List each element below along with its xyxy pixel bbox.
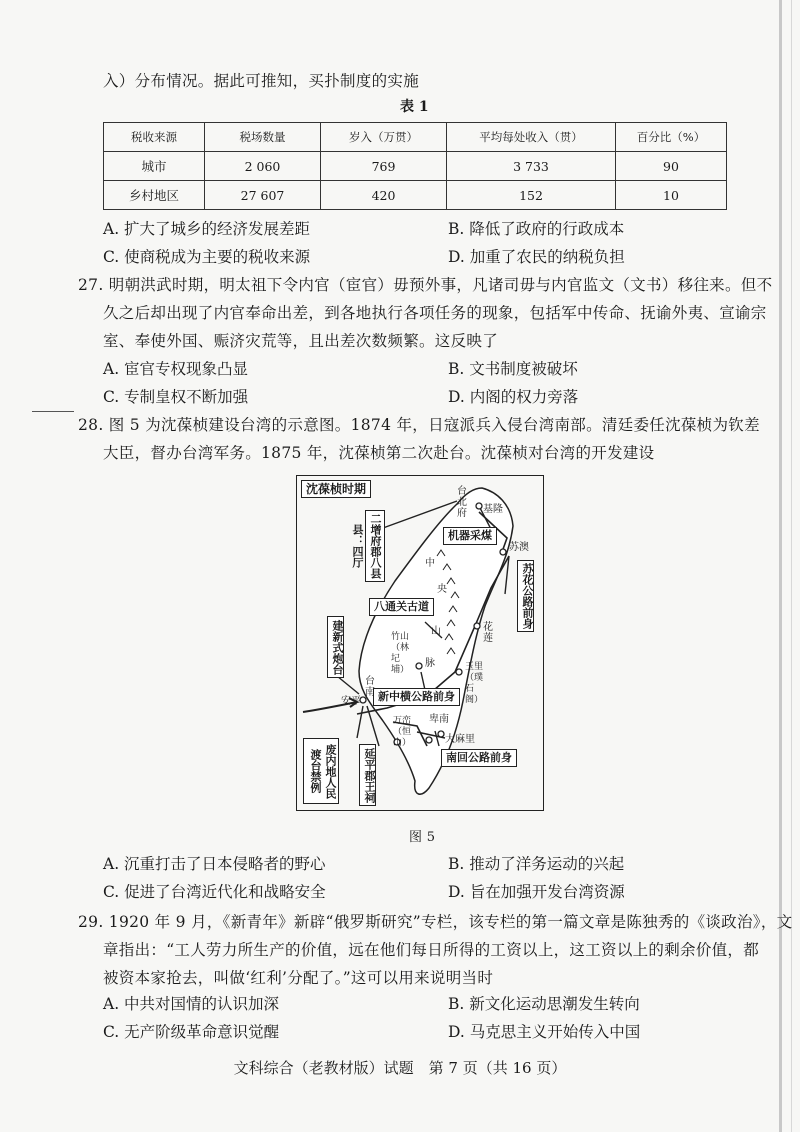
q27-stem-line1: 27. 明朝洪武时期，明太祖下令内官（宦官）毋预外事，凡诸司毋与内官监文（文书）移往来。但不 bbox=[78, 276, 773, 294]
q29-stem-line1: 29. 1920 年 9 月，《新青年》新辟“俄罗斯研究”专栏，该专栏的第一篇文章是陈独秀的《谈政治》，文 bbox=[78, 913, 793, 931]
q28-option-a: A. 沉重打击了日本侵略者的野心 bbox=[103, 855, 326, 873]
label-dama: 大麻里 bbox=[445, 734, 475, 745]
table-header-row bbox=[104, 123, 727, 152]
table-cell: 3 733 bbox=[447, 152, 616, 181]
taiwan-map bbox=[296, 475, 544, 811]
q28-stem-line2: 大臣，督办台湾军务。1875 年，沈葆桢第二次赴台。沈葆桢对台湾的开发建设 bbox=[103, 444, 655, 462]
box-fort: 建新式炮台 bbox=[327, 616, 344, 678]
q29-option-c: C. 无产阶级革命意识觉醒 bbox=[103, 1023, 280, 1041]
table-cell: 152 bbox=[447, 181, 616, 210]
q26-option-b: B. 降低了政府的行政成本 bbox=[448, 220, 625, 238]
q26-option-c: C. 使商税成为主要的税收来源 bbox=[103, 248, 311, 266]
label-shan: 山 bbox=[431, 626, 441, 637]
page-footer: 文科综合（老教材版）试题 第 7 页（共 16 页） bbox=[233, 1059, 567, 1077]
label-keelung: 基隆 bbox=[483, 504, 503, 515]
box-coal: 机器采煤 bbox=[443, 527, 497, 545]
map-title: 沈葆桢时期 bbox=[301, 480, 371, 498]
header-cell: 税场数量 bbox=[205, 123, 321, 152]
q28-option-c: C. 促进了台湾近代化和战略安全 bbox=[103, 883, 326, 901]
tax-table bbox=[103, 122, 727, 210]
margin-mark bbox=[32, 411, 74, 412]
box-bamt: 八通关古道 bbox=[369, 598, 434, 616]
q26-option-a: A. 扩大了城乡的经济发展差距 bbox=[103, 220, 311, 238]
q27-option-d: D. 内阁的权力旁落 bbox=[448, 388, 579, 406]
label-anping: 安平 bbox=[341, 696, 361, 707]
q28-stem-line1: 28. 图 5 为沈葆桢建设台湾的示意图。1874 年，日寇派兵入侵台湾南部。清廷委任沈葆桢为钦差 bbox=[78, 416, 760, 434]
map-caption: 图 5 bbox=[409, 830, 436, 845]
label-suao: 苏澳 bbox=[509, 542, 529, 553]
q28-option-b: B. 推动了洋务运动的兴起 bbox=[448, 855, 625, 873]
table-cell: 2 060 bbox=[205, 152, 321, 181]
table-cell: 420 bbox=[321, 181, 447, 210]
q27-option-b: B. 文书制度被破坏 bbox=[448, 360, 578, 378]
label-zhushan: 竹山（林圮埔） bbox=[391, 632, 410, 675]
label-zhong: 中 bbox=[425, 558, 435, 569]
table-caption: 表 1 bbox=[400, 99, 429, 115]
q29-stem-line2: 章指出：“工人劳力所生产的价值，远在他们每日所得的工资以上，这工资以上的剩余价值，都 bbox=[103, 941, 760, 959]
header-cell: 岁入（万贯） bbox=[321, 123, 447, 152]
q27-option-c: C. 专制皇权不断加强 bbox=[103, 388, 249, 406]
q29-option-d: D. 马克思主义开始传入中国 bbox=[448, 1023, 641, 1041]
box-ban: 废内地人民渡台禁例 bbox=[303, 738, 339, 804]
table-row bbox=[104, 181, 727, 210]
q27-option-a: A. 宦官专权现象凸显 bbox=[103, 360, 249, 378]
q29-option-a: A. 中共对国情的认识加深 bbox=[103, 995, 280, 1013]
q29-option-b: B. 新文化运动思潮发生转向 bbox=[448, 995, 640, 1013]
table-cell: 城市 bbox=[104, 152, 205, 181]
q29-stem-line3: 被资本家抢去，叫做‘红利’分配了。”这可以用来说明当时 bbox=[103, 969, 494, 987]
scan-edge bbox=[779, 0, 782, 1132]
label-tainan: 台南 bbox=[365, 676, 375, 698]
scan-edge-inner bbox=[791, 0, 792, 1132]
header-cell: 百分比（%） bbox=[616, 123, 727, 152]
table-cell: 27 607 bbox=[205, 181, 321, 210]
header-cell: 税收来源 bbox=[104, 123, 205, 152]
table-cell: 769 bbox=[321, 152, 447, 181]
box-suhua: 苏花公路前身 bbox=[517, 560, 534, 632]
table-cell: 10 bbox=[616, 181, 727, 210]
label-wandan: 万峦（恒山） bbox=[393, 716, 412, 748]
table-row bbox=[104, 152, 727, 181]
header-cell: 平均每处收入（贯） bbox=[447, 123, 616, 152]
label-mai: 脉 bbox=[425, 658, 435, 669]
intro-line: 入）分布情况。据此可推知，买扑制度的实施 bbox=[103, 72, 420, 90]
label-beinan: 卑南 bbox=[429, 714, 449, 725]
box-shrine: 延平郡王祠 bbox=[359, 744, 376, 806]
box-nanhui: 南回公路前身 bbox=[441, 749, 517, 767]
label-taipei: 台北府 bbox=[457, 486, 467, 519]
table-cell: 乡村地区 bbox=[104, 181, 205, 210]
q26-option-d: D. 加重了农民的纳税负担 bbox=[448, 248, 625, 266]
label-hualien: 花莲 bbox=[483, 622, 493, 644]
box-central: 新中横公路前身 bbox=[373, 688, 460, 706]
q27-stem-line3: 室、奉使外国、赈济灾荒等，且出差次数频繁。这反映了 bbox=[103, 332, 499, 350]
box-admin: 二增府郡八县县：四厅 bbox=[365, 510, 385, 582]
q27-stem-line2: 久之后却出现了内官奉命出差，到各地执行各项任务的现象，包括军中传命、抚谕外夷、宣谕宗 bbox=[103, 304, 767, 322]
label-yang: 央 bbox=[437, 584, 447, 595]
table-cell: 90 bbox=[616, 152, 727, 181]
label-yushi: 玉里（璞石阁） bbox=[465, 662, 484, 705]
q28-option-d: D. 旨在加强开发台湾资源 bbox=[448, 883, 625, 901]
